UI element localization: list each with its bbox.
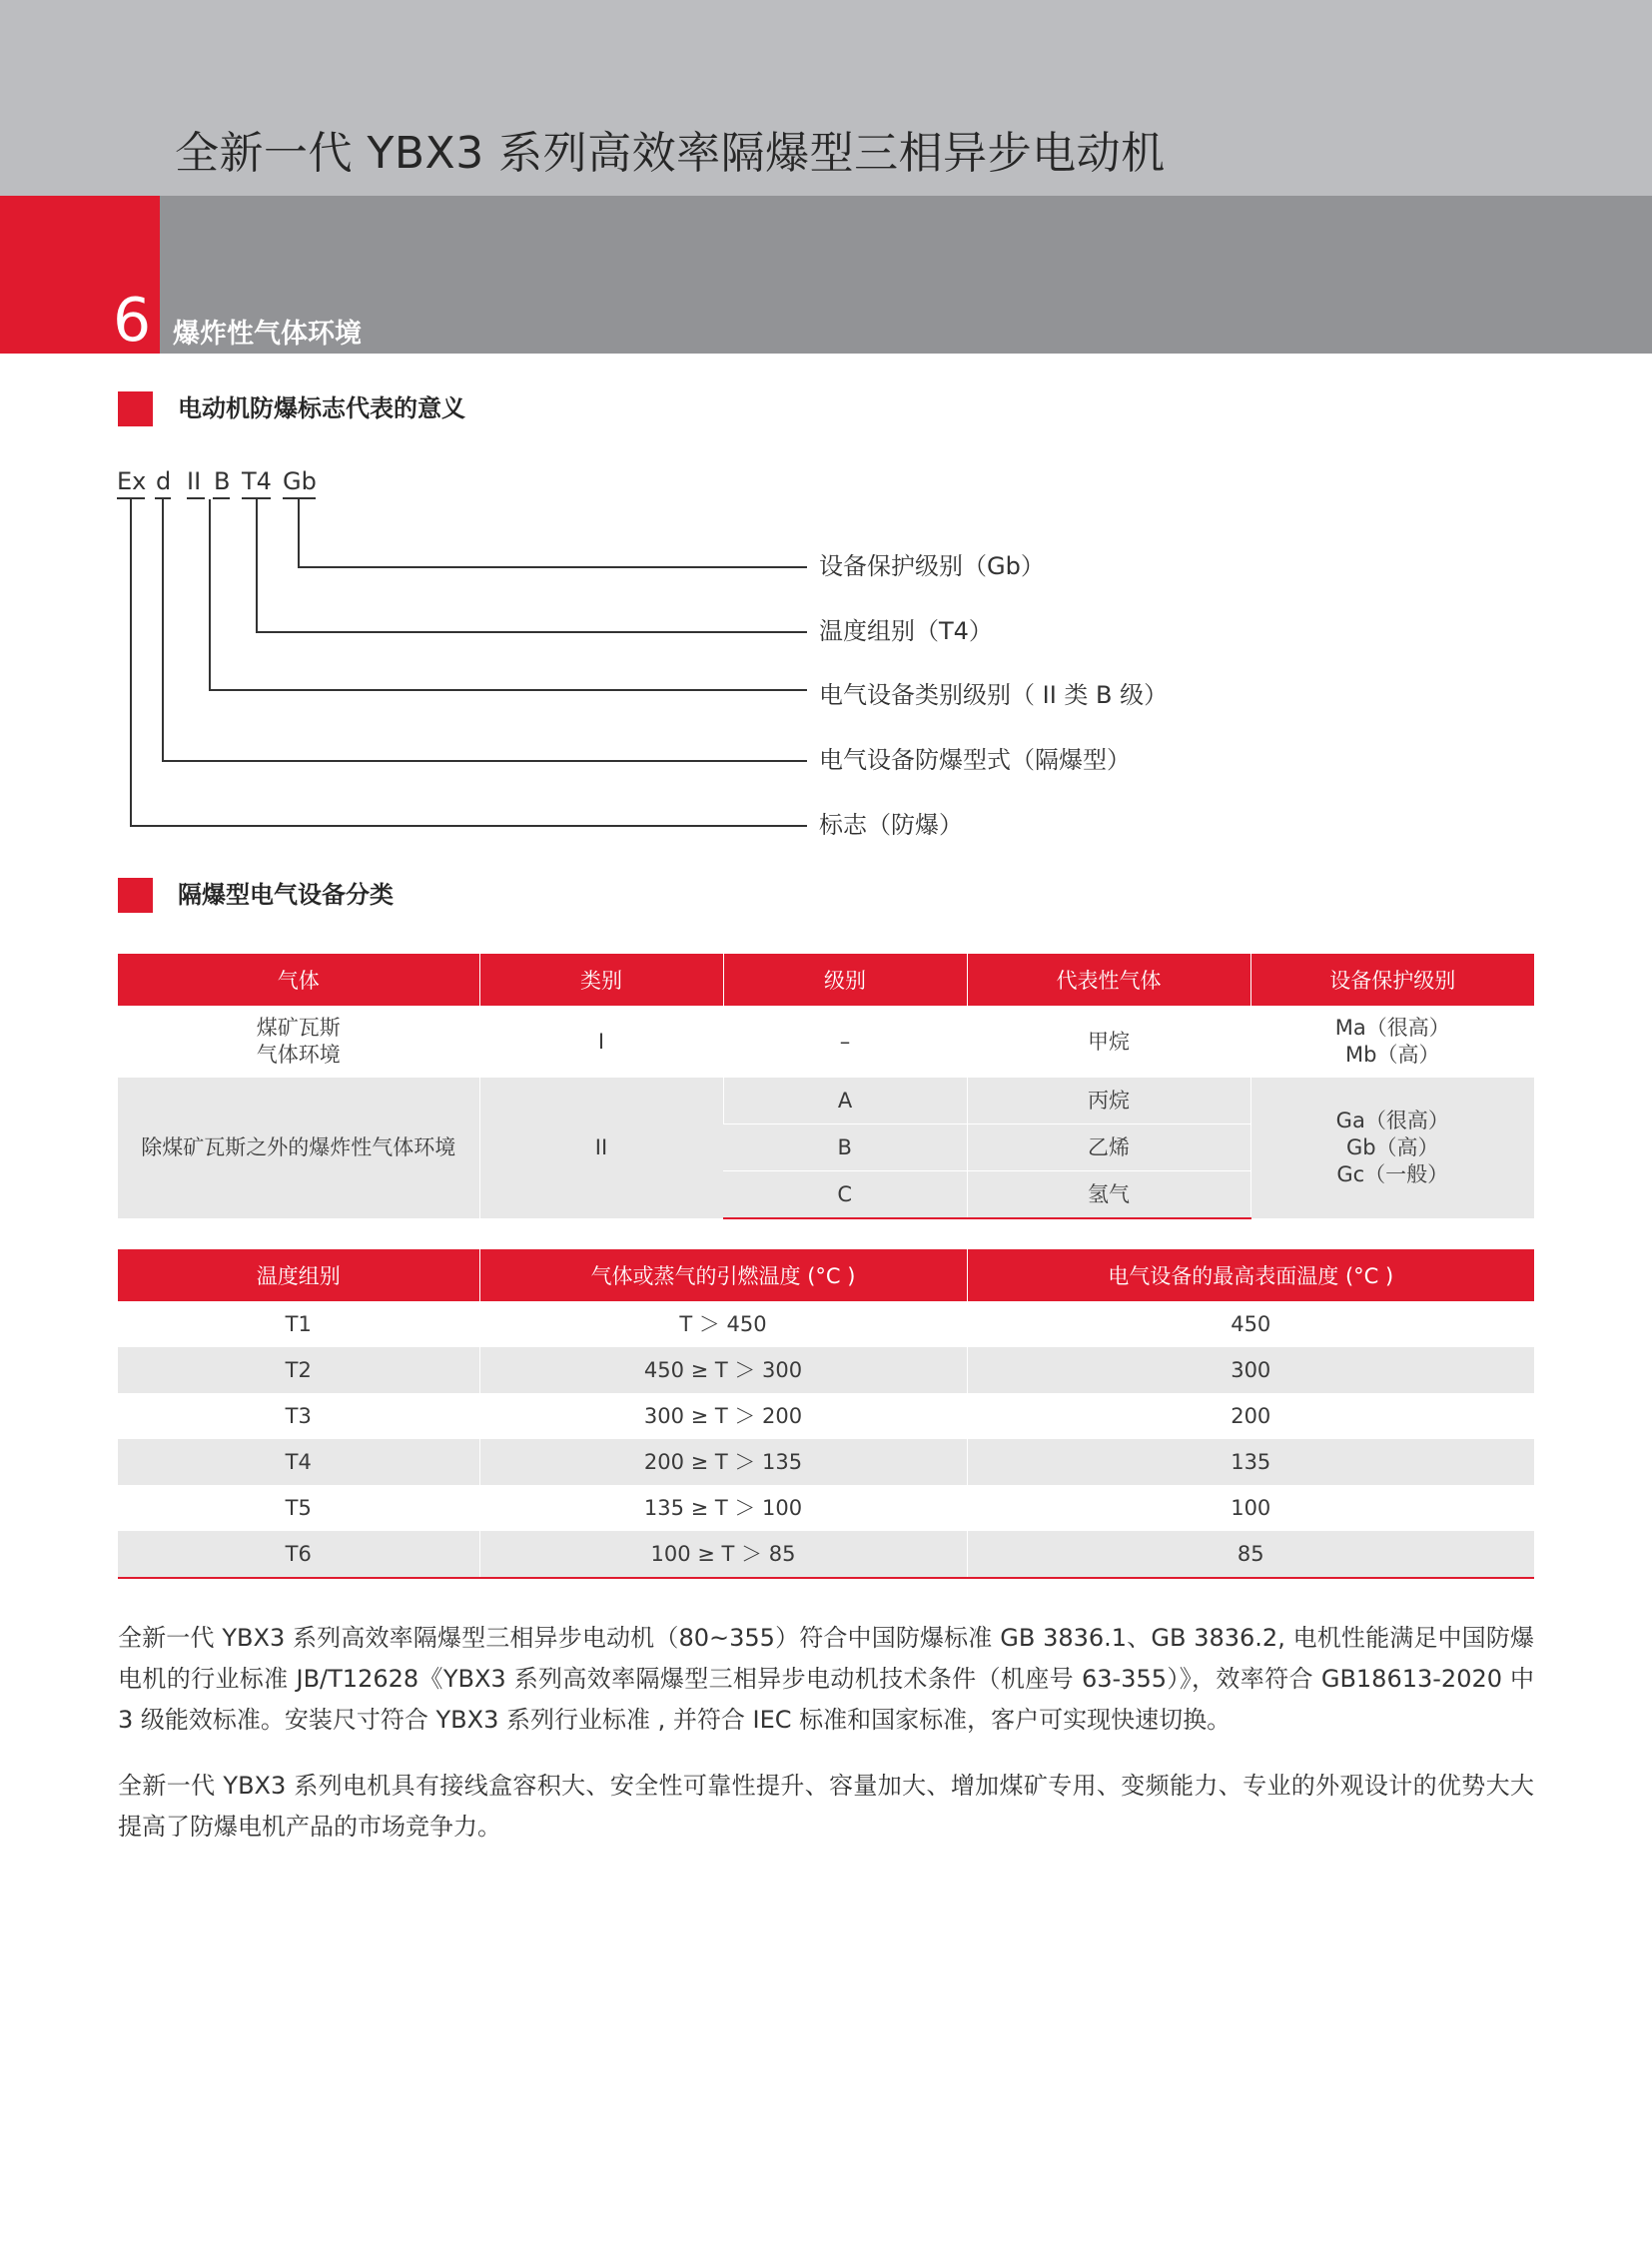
section-band	[160, 196, 1652, 354]
table-header-row	[118, 1249, 1534, 1301]
table-row	[118, 1531, 1534, 1578]
table-cell: –	[723, 1006, 967, 1078]
connector-line-ex	[130, 499, 132, 827]
table-cell: B	[723, 1124, 967, 1171]
table-cell: II	[479, 1078, 723, 1218]
table-cell: T4	[285, 1449, 312, 1474]
connector-line-iib	[209, 499, 211, 691]
connector-line-gb	[298, 566, 807, 568]
meaning-ex-mark: 标志（防爆）	[819, 811, 963, 839]
table-row	[118, 1439, 1534, 1485]
code-underline	[213, 497, 230, 499]
column-header: 类别	[479, 954, 723, 1006]
table-cell: 450 ≥ T ＞ 300	[479, 1347, 967, 1393]
temperature-class-table	[118, 1249, 1534, 1579]
meaning-equipment-group: 电气设备类别级别（ II 类 B 级）	[819, 681, 1169, 709]
connector-line-iib	[209, 689, 807, 691]
meaning-temperature-class: 温度组别（T4）	[819, 617, 993, 645]
classification-table	[118, 954, 1534, 1219]
column-header: 温度组别	[118, 1249, 479, 1301]
table-row	[118, 1301, 1534, 1347]
table-cell: 300	[967, 1347, 1534, 1393]
column-header: 级别	[723, 954, 967, 1006]
classification-heading: 隔爆型电气设备分类	[178, 881, 394, 909]
table-cell: 甲烷	[967, 1006, 1250, 1078]
marking-heading: 电动机防爆标志代表的意义	[178, 394, 465, 422]
connector-line-t4	[256, 499, 258, 633]
table-cell: T3	[285, 1403, 312, 1428]
table-cell: T1	[285, 1311, 312, 1336]
code-gb: Gb	[283, 467, 317, 495]
table-row	[118, 1006, 1534, 1078]
document-title: 全新一代 YBX3 系列高效率隔爆型三相异步电动机	[175, 128, 1166, 179]
table-cell: 丙烷	[967, 1078, 1250, 1124]
code-ii: II	[187, 467, 202, 495]
table-header-row	[118, 954, 1534, 1006]
table-cell: 85	[967, 1531, 1534, 1578]
meaning-protection-level: 设备保护级别（Gb）	[819, 552, 1045, 580]
table-cell: 除煤矿瓦斯之外的爆炸性气体环境	[141, 1135, 456, 1159]
table-cell: 100	[967, 1485, 1534, 1531]
table-row	[118, 1078, 1534, 1124]
code-b: B	[214, 467, 231, 495]
table-cell: C	[723, 1171, 967, 1219]
connector-line-d	[162, 499, 164, 762]
column-header: 设备保护级别	[1250, 954, 1534, 1006]
table-cell: 450	[967, 1301, 1534, 1347]
connector-line-ex	[130, 825, 807, 827]
connector-line-t4	[256, 631, 807, 633]
code-d: d	[156, 467, 172, 495]
table-cell: T5	[285, 1495, 312, 1520]
table-cell: T2	[285, 1357, 312, 1382]
connector-line-gb	[298, 499, 300, 568]
column-header: 电气设备的最高表面温度 (°C )	[967, 1249, 1534, 1301]
table-cell: 200 ≥ T ＞ 135	[479, 1439, 967, 1485]
subheading-marker	[118, 878, 153, 913]
section-number: 6	[113, 286, 152, 356]
meaning-protection-type: 电气设备防爆型式（隔爆型）	[819, 746, 1131, 774]
code-t4: T4	[242, 467, 272, 495]
table-cell: 135	[967, 1439, 1534, 1485]
table-cell: I	[479, 1006, 723, 1078]
table-cell: Ga（很高） Gb（高） Gc（一般）	[1250, 1078, 1534, 1218]
table-cell: 乙烯	[967, 1124, 1250, 1171]
body-paragraph: 全新一代 YBX3 系列电机具有接线盒容积大、安全性可靠性提升、容量加大、增加煤矿专用、变频能力、专业的外观设计的优势大大提高了防爆电机产品的市场竞争力。	[118, 1772, 1534, 1841]
table-row	[118, 1485, 1534, 1531]
table-cell: T ＞ 450	[479, 1301, 967, 1347]
table-cell: 300 ≥ T ＞ 200	[479, 1393, 967, 1439]
table-cell: A	[723, 1078, 967, 1124]
table-cell: 100 ≥ T ＞ 85	[479, 1531, 967, 1578]
body-paragraph: 全新一代 YBX3 系列高效率隔爆型三相异步电动机（80~355）符合中国防爆标准 GB 3836.1、GB 3836.2, 电机性能满足中国防爆电机的行业标准 JB/T12628《YBX3 系列高效率隔爆型三相异步电动机技术条件（机座号 63-355）》，效率符合 GB18613-2020 中 3 级能效标准。安装尺寸符合 YBX3 系列行业标准 , 并符合 IEC 标准和国家标准，客户可实现快速切换。	[118, 1624, 1534, 1734]
table-cell: T6	[118, 1531, 479, 1578]
code-ex: Ex	[117, 467, 147, 495]
code-underline	[187, 497, 205, 499]
table-cell: 135 ≥ T ＞ 100	[479, 1485, 967, 1531]
column-header: 气体或蒸气的引燃温度 (°C )	[479, 1249, 967, 1301]
column-header: 代表性气体	[967, 954, 1250, 1006]
table-cell: 煤矿瓦斯 气体环境	[256, 1016, 341, 1067]
table-cell: 氢气	[967, 1171, 1250, 1219]
subheading-marker	[118, 391, 153, 426]
connector-line-d	[162, 760, 807, 762]
table-cell: Ma（很高） Mb（高）	[1250, 1006, 1534, 1078]
table-row	[118, 1347, 1534, 1393]
table-cell: 200	[967, 1393, 1534, 1439]
column-header: 气体	[118, 954, 479, 1006]
table-row	[118, 1393, 1534, 1439]
section-title: 爆炸性气体环境	[173, 319, 362, 350]
